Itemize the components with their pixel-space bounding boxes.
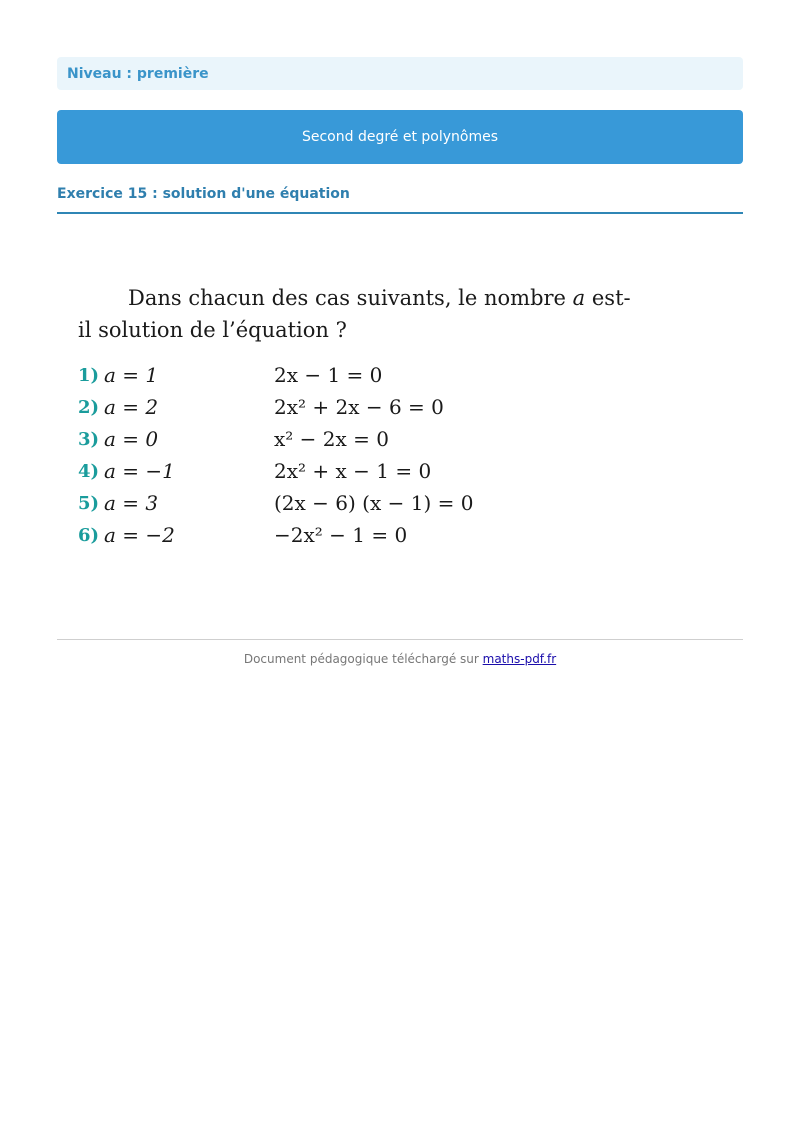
item-number: 4)	[78, 460, 100, 482]
item-a-value: a = 3	[104, 491, 159, 515]
footer	[57, 639, 743, 666]
item-equation: 2x² + 2x − 6 = 0	[274, 395, 444, 419]
item-number: 5)	[78, 492, 100, 514]
exercise-item-4	[78, 455, 678, 487]
exercise-item-1	[78, 359, 678, 391]
item-equation: x² − 2x = 0	[274, 427, 389, 451]
item-number: 6)	[78, 524, 100, 546]
exercise-title: Exercice 15 : solution d'une équation	[57, 186, 743, 214]
item-a-value: a = 2	[104, 395, 159, 419]
exercise-item-6	[78, 519, 678, 551]
exercise-item-5	[78, 487, 678, 519]
level-bar	[57, 57, 743, 90]
item-equation: (2x − 6) (x − 1) = 0	[274, 491, 474, 515]
exercise-body	[78, 282, 678, 551]
footer-text: Document pédagogique téléchargé sur	[243, 652, 483, 666]
topic-banner	[57, 110, 743, 164]
item-equation: 2x² + x − 1 = 0	[274, 459, 432, 483]
item-a-value: a = −2	[104, 523, 175, 547]
item-equation: 2x − 1 = 0	[274, 363, 383, 387]
item-equation: −2x² − 1 = 0	[274, 523, 408, 547]
topic-title: Second degré et polynômes	[301, 129, 499, 145]
item-number: 1)	[78, 364, 100, 386]
item-number: 2)	[78, 396, 100, 418]
exercise-item-2	[78, 391, 678, 423]
item-number: 3)	[78, 428, 100, 450]
footer-link[interactable]: maths-pdf.fr	[482, 652, 557, 666]
intro-variable: a	[572, 286, 586, 310]
item-a-value: a = −1	[104, 459, 175, 483]
exercise-item-3	[78, 423, 678, 455]
intro-after: est-il solution de l’équation ?	[78, 286, 631, 342]
exercise-intro	[78, 282, 638, 346]
item-a-value: a = 1	[104, 363, 159, 387]
exercise-items	[78, 359, 678, 551]
intro-before: Dans chacun des cas suivants, le nombre	[128, 286, 573, 310]
level-label: Niveau : première	[67, 65, 209, 82]
item-a-value: a = 0	[104, 427, 159, 451]
